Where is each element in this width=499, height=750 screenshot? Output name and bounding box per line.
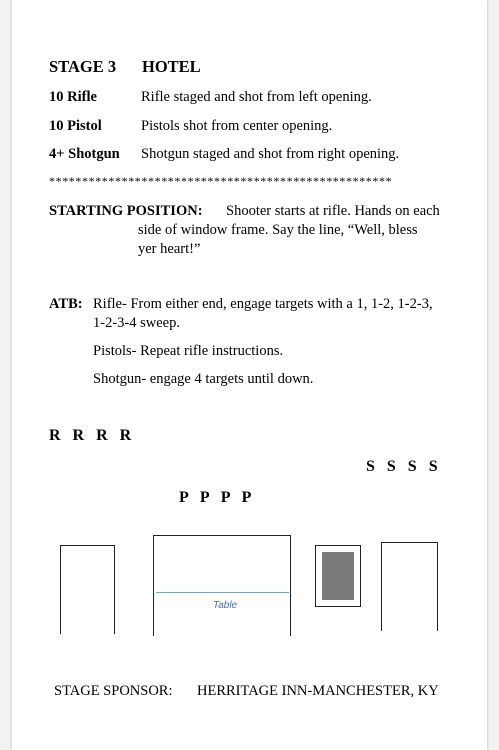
starting-position-line3: yer heart!” [138,241,201,257]
table-label: Table [213,600,238,611]
shotgun-targets: S S S S [366,458,438,475]
sponsor-label: STAGE SPONSOR: [54,683,173,699]
shotgun-count: 4+ Shotgun [49,146,120,162]
rifle-description: Rifle staged and shot from left opening. [141,89,372,105]
atb-shotgun-instruction: Shotgun- engage 4 targets until down. [93,371,314,387]
separator-stars: **************************************************** [49,174,393,188]
sponsor-name: HERRITAGE INN-MANCHESTER, KY [197,683,439,699]
document-page [12,0,487,750]
pistol-count: 10 Pistol [49,118,102,134]
atb-label: ATB: [49,296,83,312]
stage-number: STAGE 3 [49,57,117,76]
rifle-targets: R R R R [49,427,132,444]
right-opening [381,542,438,631]
table-line [156,592,289,593]
starting-position-line1: Shooter starts at rifle. Hands on each [226,203,440,219]
shotgun-description: Shotgun staged and shot from right opening. [141,146,400,162]
atb-pistol-instruction: Pistols- Repeat rifle instructions. [93,343,284,359]
window-pane [322,552,354,600]
starting-position-line2: side of window frame. Say the line, “Well, bless [138,222,418,238]
rifle-count: 10 Rifle [49,89,97,105]
center-opening [153,535,291,636]
atb-rifle-line1: Rifle- From either end, engage targets with a 1, 1-2, 1-2-3, [93,296,433,312]
starting-position-label: STARTING POSITION: [49,203,203,219]
window-frame [315,545,361,607]
atb-rifle-line2: 1-2-3-4 sweep. [93,315,180,331]
stage-name: HOTEL [142,57,201,76]
pistol-description: Pistols shot from center opening. [141,118,333,134]
pistol-targets: P P P P [179,489,252,506]
left-opening [60,545,115,634]
